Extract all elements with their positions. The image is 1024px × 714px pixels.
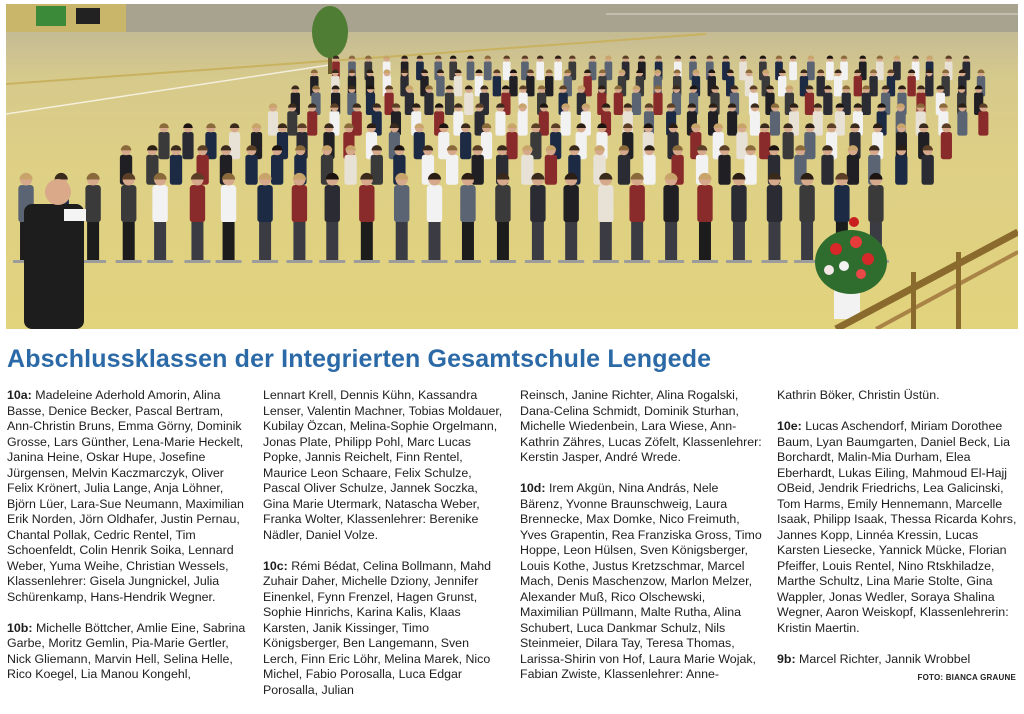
text-column-2	[263, 388, 506, 714]
class-label: 10c:	[263, 558, 288, 573]
class-paragraph	[777, 652, 1020, 668]
graduation-photo	[6, 4, 1018, 329]
photo-scene	[6, 4, 1018, 329]
class-paragraph	[7, 621, 250, 683]
class-names: Kathrin Böker, Christin Üstün.	[777, 388, 940, 402]
class-paragraph	[777, 419, 1020, 636]
text-column-3	[520, 388, 763, 698]
tree-decoration	[312, 6, 348, 74]
photo-credit: FOTO: BIANCA GRAUNE	[917, 673, 1016, 682]
class-label: 10b:	[7, 620, 33, 635]
class-names: Reinsch, Janine Richter, Alina Rogalski, Dana-Celina Schmidt, Dominik Sturhan, Michelle Wiedenbein, Lara Wiese, Ann-Kathrin Zähres, Lucas Zöfelt, Klassenlehrer: Kerstin Jasper, André Wrede.	[520, 388, 762, 464]
article-headline: Abschlussklassen der Integrierten Gesamtschule Lengede	[7, 345, 712, 373]
class-names: Lennart Krell, Dennis Kühn, Kassandra Lenser, Valentin Machner, Tobias Moldauer, Kubilay Özcan, Melina-Sophie Orgelmann, Jonas Plate, Philipp Pohl, Marc Lucas Popke, Jannis Reichelt, Finn Rentel, Maurice Leon Schaare, Felix Schulze, Pascal Oliver Schulze, Jannek Soczka, Gina Marie Utermark, Natascha Weber, Franka Wolter, Klassenlehrer: Berenike Nädler, Daniel Volze.	[263, 388, 503, 542]
class-label: 10d:	[520, 481, 546, 495]
class-paragraph	[263, 559, 506, 699]
class-paragraph	[777, 388, 1020, 404]
class-paragraph	[520, 481, 763, 683]
class-names: Michelle Böttcher, Amlie Eine, Sabrina Garbe, Moritz Gemlin, Pia-Marie Gertler, Nick Gliemann, Marvin Hell, Selina Helle, Rico Koegel, Lia Manou Kongehl,	[7, 620, 246, 681]
text-column-4	[777, 388, 1020, 683]
class-names: Irem Akgün, Nina András, Nele Bärenz, Yvonne Braunschweig, Laura Brennecke, Max Domke, Nico Freimuth, Yves Grapentin, Rea Franziska Gross, Timo Hoppe, Leon Hülsen, Sven Königsberger, Louis Kothe, Justus Kretzschmar, Marcel Mach, Denis Maschenzow, Marlon Melzer, Alexander Muß, Rico Olschewski, Maximilian Püllmann, Malte Rutha, Alina Schubert, Luca Dankmar Schulz, Nils Steinmeier, Dilara Tay, Teresa Thomas, Larissa-Shirin von Hof, Laura Marie Wojak, Fabian Zwiste, Klassenlehrer: Anne-	[520, 481, 762, 681]
class-label: 9b:	[777, 651, 796, 666]
class-paragraph	[263, 388, 506, 543]
class-paragraph	[7, 388, 250, 605]
class-label: 10e:	[777, 419, 802, 433]
class-paragraph	[520, 388, 763, 466]
class-names: Lucas Aschendorf, Miriam Dorothee Baum, Lyan Baumgarten, Daniel Beck, Lia Borchardt, Malin-Mia Durham, Elea Eberhardt, Lukas Eiling, Mahmoud El-Hajj OBeid, Jendrik Friedrichs, Lea Galicinski, Tom Harms, Emily Hennemann, Marcelle Isaak, Philipp Isaak, Thessa Ricarda Kohrs, Jannes Kopp, Linnéa Kressin, Lucas Karsten Liesecke, Yannick Mücke, Florian Pfeiffer, Louis Rentel, Nino Rtskhiladze, Marthe Schultz, Lina Marie Stolte, Gina Wappler, Jonas Wedler, Soraya Shalina Wegner, Aaron Weiskopf, Klassenlehrerin: Kristin Maertin.	[777, 419, 1017, 635]
text-column-1	[7, 388, 250, 698]
class-names: Madeleine Aderhold Amorin, Alina Basse, Denice Becker, Pascal Bertram, Ann-Christin Bruns, Emma Görny, Dominik Grosse, Lars Günther, Lena-Marie Heckelt, Janina Heine, Oskar Hupe, Josefine Jürgensen, Melvin Kaczmarczyk, Oliver Felix Krönert, Julia Lange, Anja Löhner, Björn Lüer, Lara-Sue Neumann, Maximilian Erik Norden, Jörn Oldhafer, Justin Pernau, Chantal Pollak, Cedric Rentel, Tim Schoenfeldt, Colin Henrik Soika, Lennard Weber, Yuma Weihe, Christian Wessels, Klassenlehrer: Gisela Jungnickel, Julia Schürenkamp, Hans-Hendrik Wegner.	[7, 388, 244, 604]
class-names: Marcel Richter, Jannik Wrobbel	[799, 651, 971, 666]
class-label: 10a:	[7, 388, 32, 402]
class-names: Rémi Bédat, Celina Bollmann, Mahd Zuhair Daher, Michelle Dziony, Jennifer Einenkel, Fynn Frenzel, Hagen Grunst, Sophie Hinrichs, Karina Kalis, Klaas Karsten, Janik Kissinger, Timo Königsberger, Ben Langemann, Sven Lerch, Finn Eric Löhr, Melina Marek, Nico Michel, Fabio Porosalla, Luca Edgar Porosalla, Julian	[263, 558, 491, 697]
